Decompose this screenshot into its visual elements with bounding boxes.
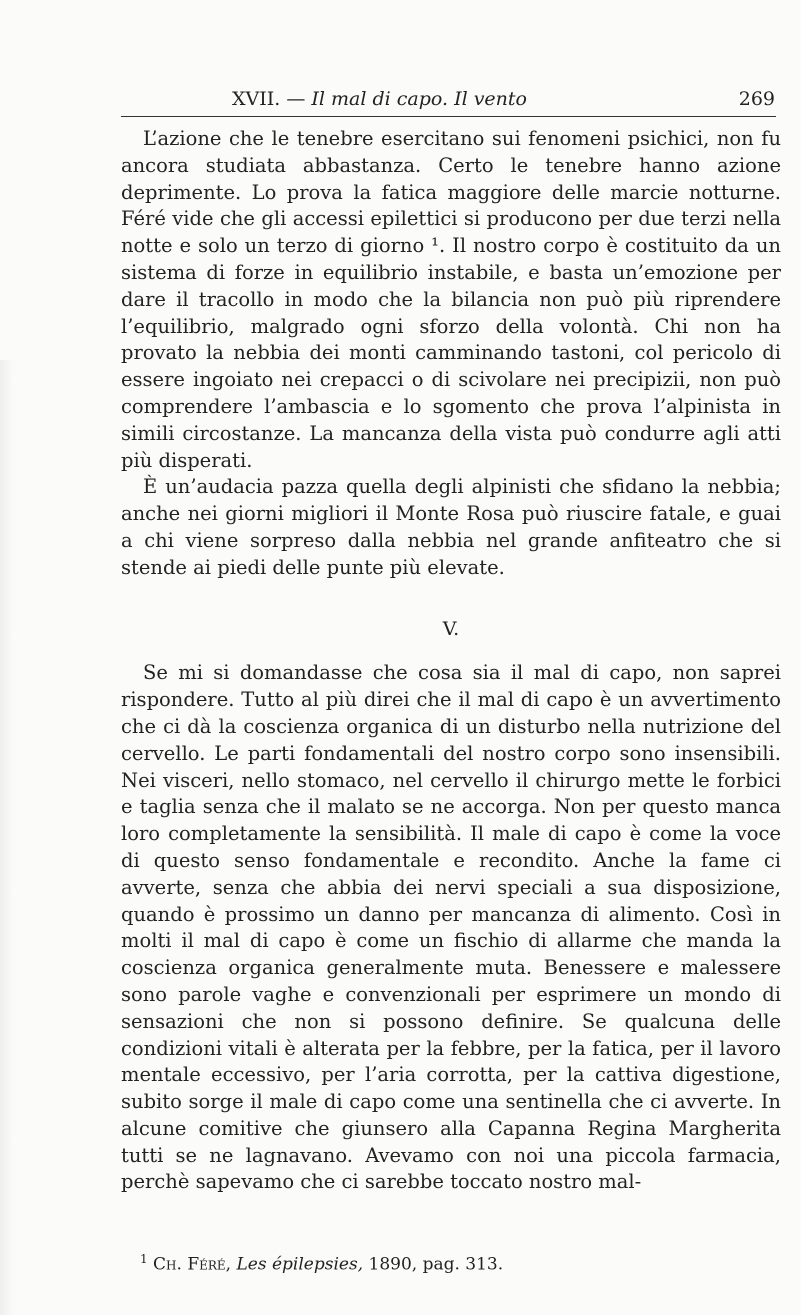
section-number: V. [442, 617, 460, 640]
page-margin-shadow [0, 360, 14, 1315]
footnote-marker: 1 [140, 1252, 148, 1266]
header-rule [121, 116, 776, 117]
footnote-details: 1890, pag. 313. [368, 1254, 504, 1275]
chapter-number: XVII. — [232, 88, 306, 110]
chapter-heading [232, 87, 527, 111]
footnote-work: Les épilepsies, [236, 1254, 364, 1275]
footnote-author: Ch. Féré, [153, 1254, 232, 1275]
paragraph-2: È un’audacia pazza quella degli alpinisti che sfidano la nebbia; anche nei giorni migliori il Monte Rosa può riuscire fatale, e guai a chi viene sorpreso dalla nebbia nel grande anfiteatro che si stende ai piedi delle punte più elevate. [121, 475, 781, 579]
paragraph-3: Se mi si domandasse che cosa sia il mal di capo, non saprei rispondere. Tutto al più direi che il mal di capo è un avvertimento che ci dà la coscienza organica di un disturbo nella nutrizione del cervello. Le parti fondamentali del nostro corpo sono insensibili. Nei visceri, nello stomaco, nel cervello il chirurgo mette le forbici e taglia senza che il malato se ne accorga. Non per questo manca loro completamente la sensibilità. Il male di capo è come la voce di questo senso fondamentale e recondito. Anche la fame ci avverte, senza che abbia dei nervi speciali a sua disposizione, quando è prossimo un danno per mancanza di alimento. Così in molti il mal di capo è come un fischio di allarme che manda la coscienza organica generalmente muta. Benessere e malessere sono parole vaghe e convenzionali per esprimere un mondo di sensazioni che non si possono definire. Se qualcuna delle condizioni vitali è alterata per la febbre, per la fatica, per il lavoro mentale eccessivo, per l’aria corrotta, per la cattiva digestione, subito sorge il male di capo come una sentinella che ci avverte. In alcune comitive che giunsero alla Capanna Regina Margherita tutti se ne lagnavano. Avevamo con noi una piccola farmacia, perchè sapevamo che ci sarebbe toccato nostro mal- [121, 661, 781, 1194]
page-number: 269 [738, 88, 775, 110]
chapter-title: Il mal di capo. Il vento [311, 88, 527, 110]
footnote [140, 1248, 780, 1276]
body-text [121, 126, 781, 1196]
paragraph-1: L’azione che le tenebre esercitano sui fenomeni psichici, non fu ancora studiata abbastanza. Certo le tenebre hanno azione deprimente. Lo prova la fatica maggiore delle marcie notturne. Féré vide che gli accessi epilettici si producono per due terzi nella notte e solo un terzo di giorno ¹. Il nostro corpo è costituito da un sistema di forze in equilibrio instabile, e basta un’emozione per dare il tracollo in modo che la bilancia non può più riprendere l’equilibrio, malgrado ogni sforzo della volontà. Chi non ha provato la nebbia dei monti camminando tastoni, col pericolo di essere ingoiato nei crepacci o di scivolare nei precipizii, non può comprendere l’ambascia e lo sgomento che prova l’alpinista in simili circostanze. La mancanza della vista può condurre agli atti più disperati. [121, 127, 781, 472]
